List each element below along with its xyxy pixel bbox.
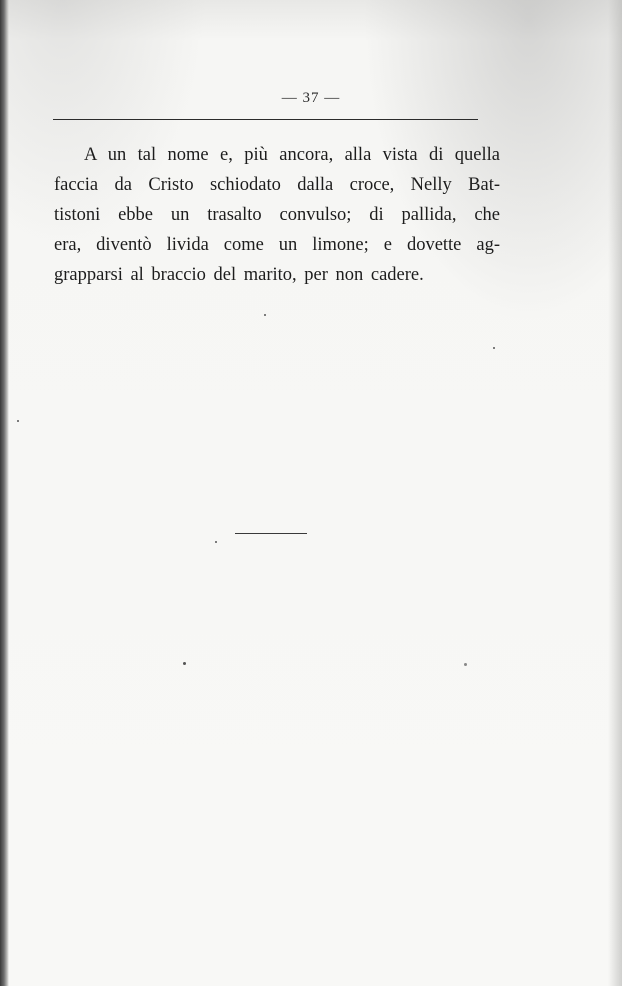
page-right-edge-shadow bbox=[608, 0, 622, 986]
paper-speck bbox=[264, 314, 266, 316]
paper-speck bbox=[183, 662, 186, 665]
page-left-edge-shadow bbox=[0, 0, 9, 986]
paper-speck bbox=[493, 347, 495, 349]
text-line: faccia da Cristo schiodato dalla croce, Nelly Bat- bbox=[54, 175, 500, 195]
paper-speck bbox=[215, 541, 217, 543]
header-rule bbox=[53, 119, 478, 120]
page-number: — 37 — bbox=[281, 90, 341, 106]
text-line: grapparsi al braccio del marito, per non cadere. bbox=[54, 265, 424, 285]
section-end-rule bbox=[235, 533, 307, 534]
paper-speck bbox=[17, 420, 19, 422]
body-paragraph bbox=[54, 140, 500, 290]
paper-speck bbox=[464, 663, 467, 666]
text-line: era, diventò livida come un limone; e dovette ag- bbox=[54, 235, 500, 255]
text-line: A un tal nome e, più ancora, alla vista di quella bbox=[84, 145, 500, 165]
text-line: tistoni ebbe un trasalto convulso; di pallida, che bbox=[54, 205, 500, 225]
